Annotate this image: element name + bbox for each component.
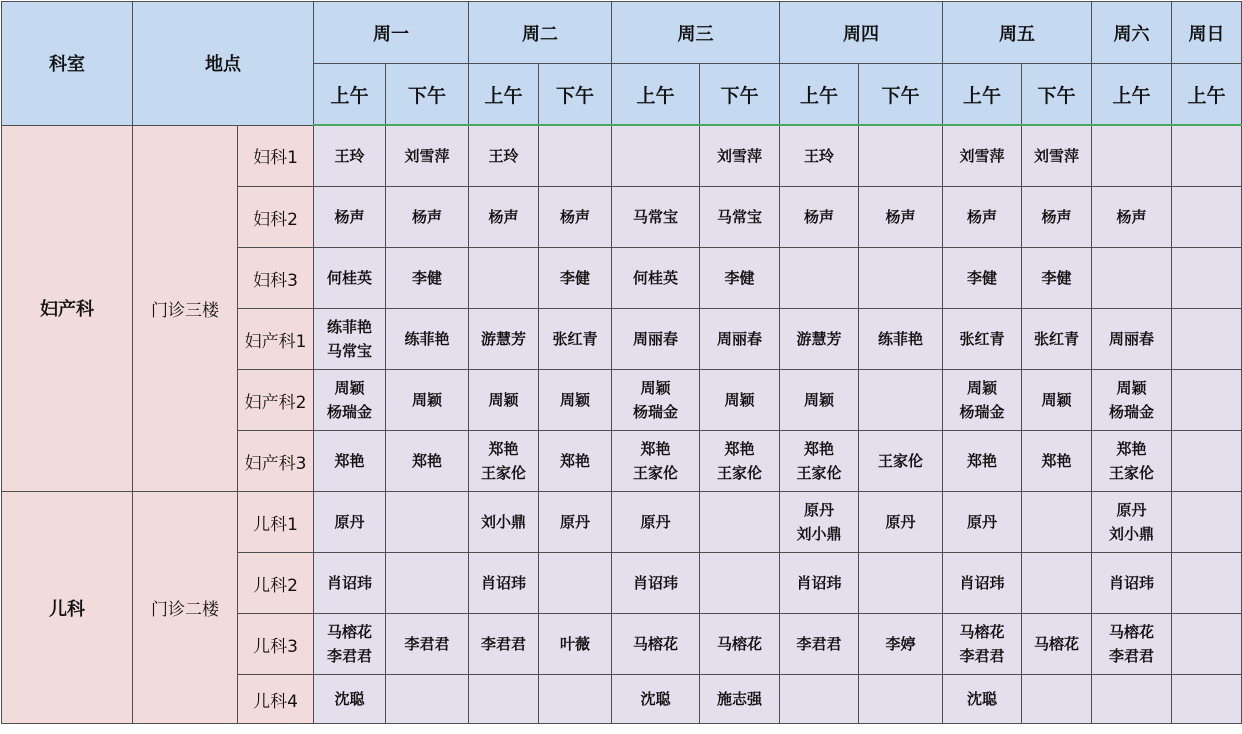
schedule-cell[interactable] bbox=[859, 187, 943, 248]
schedule-cell[interactable] bbox=[700, 370, 780, 431]
schedule-cell[interactable] bbox=[943, 187, 1022, 248]
doctor-name: 沈聪 bbox=[640, 690, 671, 708]
doctor-name: 游慧芳 bbox=[480, 330, 526, 348]
slot-header-fri-pm[interactable]: 下午 bbox=[1022, 64, 1092, 126]
slot-header-mon-pm[interactable]: 下午 bbox=[386, 64, 469, 126]
doctor-name: 原丹 bbox=[885, 513, 916, 531]
schedule-cell[interactable] bbox=[780, 553, 859, 614]
schedule-cell[interactable] bbox=[1022, 187, 1092, 248]
doctor-name: 沈聪 bbox=[966, 690, 997, 708]
doctor-name: 郑艳 bbox=[1116, 440, 1147, 458]
doctor-name: 周颖 bbox=[803, 391, 834, 409]
doctor-name: 李健 bbox=[411, 269, 442, 287]
room-cell[interactable]: 妇科1 bbox=[238, 125, 314, 187]
doctor-name: 郑艳 bbox=[488, 440, 519, 458]
schedule-cell[interactable] bbox=[859, 553, 943, 614]
schedule-cell[interactable] bbox=[612, 309, 700, 370]
doctor-name: 李健 bbox=[966, 269, 997, 287]
schedule-cell[interactable] bbox=[314, 248, 386, 309]
schedule-cell[interactable] bbox=[700, 309, 780, 370]
doctor-name: 郑艳 bbox=[559, 452, 590, 470]
room-cell[interactable]: 妇科3 bbox=[238, 248, 314, 309]
doctor-name: 周颖 bbox=[966, 379, 997, 397]
doctor-name: 郑艳 bbox=[1041, 452, 1072, 470]
room-cell[interactable]: 妇产科1 bbox=[238, 309, 314, 370]
schedule-cell[interactable] bbox=[1172, 187, 1242, 248]
doctor-name: 李君君 bbox=[959, 647, 1005, 665]
schedule-cell[interactable] bbox=[386, 370, 469, 431]
schedule-cell[interactable] bbox=[943, 431, 1022, 492]
schedule-cell[interactable] bbox=[314, 492, 386, 553]
schedule-row bbox=[2, 492, 1242, 553]
doctor-name: 练菲艳 bbox=[326, 318, 372, 336]
doctor-name: 肖诏玮 bbox=[480, 574, 526, 592]
location-cell[interactable]: 门诊三楼 bbox=[133, 125, 238, 492]
schedule-cell[interactable] bbox=[859, 125, 943, 187]
slot-header-wed-pm[interactable]: 下午 bbox=[700, 64, 780, 126]
schedule-cell[interactable] bbox=[780, 248, 859, 309]
doctor-name: 李君君 bbox=[796, 635, 842, 653]
schedule-cell[interactable] bbox=[612, 187, 700, 248]
schedule-cell[interactable] bbox=[780, 492, 859, 553]
doctor-name: 杨瑞金 bbox=[1108, 403, 1154, 421]
schedule-cell[interactable] bbox=[612, 614, 700, 675]
schedule-cell[interactable] bbox=[469, 614, 539, 675]
schedule-cell[interactable] bbox=[539, 675, 612, 724]
schedule-cell[interactable] bbox=[612, 370, 700, 431]
day-header-thu[interactable]: 周四 bbox=[780, 2, 943, 64]
doctor-name: 刘雪萍 bbox=[959, 147, 1005, 165]
schedule-cell[interactable] bbox=[1092, 309, 1172, 370]
schedule-cell[interactable] bbox=[943, 248, 1022, 309]
schedule-cell[interactable] bbox=[386, 431, 469, 492]
schedule-cell[interactable] bbox=[1022, 125, 1092, 187]
schedule-cell[interactable] bbox=[386, 187, 469, 248]
doctor-name: 张红青 bbox=[959, 330, 1005, 348]
doctor-name: 周颖 bbox=[640, 379, 671, 397]
schedule-cell[interactable] bbox=[314, 309, 386, 370]
room-cell[interactable]: 妇产科2 bbox=[238, 370, 314, 431]
schedule-cell[interactable] bbox=[1172, 309, 1242, 370]
schedule-cell[interactable] bbox=[1172, 492, 1242, 553]
schedule-cell[interactable] bbox=[386, 125, 469, 187]
schedule-cell[interactable] bbox=[539, 187, 612, 248]
doctor-name: 何桂英 bbox=[632, 269, 678, 287]
schedule-cell[interactable] bbox=[1172, 431, 1242, 492]
day-header-tue[interactable]: 周二 bbox=[469, 2, 612, 64]
doctor-name: 杨声 bbox=[559, 208, 590, 226]
doctor-name: 原丹 bbox=[803, 501, 834, 519]
schedule-cell[interactable] bbox=[1092, 187, 1172, 248]
doctor-name: 李君君 bbox=[326, 647, 372, 665]
schedule-cell[interactable] bbox=[469, 675, 539, 724]
doctor-name: 王玲 bbox=[334, 147, 365, 165]
schedule-cell[interactable] bbox=[469, 309, 539, 370]
schedule-cell[interactable] bbox=[780, 675, 859, 724]
schedule-cell[interactable] bbox=[700, 492, 780, 553]
doctor-name: 李君君 bbox=[1108, 647, 1154, 665]
schedule-cell[interactable] bbox=[539, 553, 612, 614]
doctor-name: 马榕花 bbox=[632, 635, 678, 653]
schedule-cell[interactable] bbox=[859, 492, 943, 553]
schedule-cell[interactable] bbox=[386, 492, 469, 553]
doctor-name: 马常宝 bbox=[632, 208, 678, 226]
schedule-cell[interactable] bbox=[314, 125, 386, 187]
doctor-name: 杨声 bbox=[803, 208, 834, 226]
header-row-days bbox=[2, 2, 1242, 64]
schedule-cell[interactable] bbox=[612, 492, 700, 553]
doctor-name: 周颖 bbox=[488, 391, 519, 409]
slot-header-thu-pm[interactable]: 下午 bbox=[859, 64, 943, 126]
schedule-cell[interactable] bbox=[943, 492, 1022, 553]
doctor-name: 张红青 bbox=[1033, 330, 1079, 348]
schedule-cell[interactable] bbox=[1022, 614, 1092, 675]
day-header-sat[interactable]: 周六 bbox=[1092, 2, 1172, 64]
doctor-name: 李君君 bbox=[404, 635, 450, 653]
doctor-name: 王玲 bbox=[488, 147, 519, 165]
schedule-cell[interactable] bbox=[1172, 614, 1242, 675]
schedule-cell[interactable] bbox=[1092, 614, 1172, 675]
doctor-name: 原丹 bbox=[559, 513, 590, 531]
doctor-name: 杨声 bbox=[966, 208, 997, 226]
doctor-name: 叶薇 bbox=[559, 635, 590, 653]
schedule-cell[interactable] bbox=[1092, 675, 1172, 724]
dept-column-header[interactable]: 科室 bbox=[2, 2, 133, 126]
schedule-cell[interactable] bbox=[859, 675, 943, 724]
schedule-cell[interactable] bbox=[1172, 370, 1242, 431]
room-cell[interactable]: 儿科2 bbox=[238, 553, 314, 614]
doctor-name: 郑艳 bbox=[411, 452, 442, 470]
schedule-cell[interactable] bbox=[314, 675, 386, 724]
doctor-name: 何桂英 bbox=[326, 269, 372, 287]
slot-header-sun-am[interactable]: 上午 bbox=[1172, 64, 1242, 126]
schedule-cell[interactable] bbox=[780, 187, 859, 248]
schedule-cell[interactable] bbox=[1092, 125, 1172, 187]
schedule-cell[interactable] bbox=[780, 370, 859, 431]
schedule-cell[interactable] bbox=[539, 614, 612, 675]
doctor-name: 原丹 bbox=[640, 513, 671, 531]
doctor-name: 杨声 bbox=[334, 208, 365, 226]
department-cell[interactable]: 妇产科 bbox=[2, 125, 133, 492]
schedule-cell[interactable] bbox=[539, 370, 612, 431]
schedule-cell[interactable] bbox=[386, 248, 469, 309]
doctor-name: 王家伦 bbox=[716, 464, 762, 482]
doctor-name: 沈聪 bbox=[334, 690, 365, 708]
schedule-cell[interactable] bbox=[700, 675, 780, 724]
schedule-cell[interactable] bbox=[780, 431, 859, 492]
schedule-cell[interactable] bbox=[469, 187, 539, 248]
doctor-name: 李婷 bbox=[885, 635, 916, 653]
room-cell[interactable]: 儿科1 bbox=[238, 492, 314, 553]
schedule-cell[interactable] bbox=[700, 125, 780, 187]
schedule-cell[interactable] bbox=[1092, 553, 1172, 614]
schedule-cell[interactable] bbox=[1092, 492, 1172, 553]
doctor-name: 肖诏玮 bbox=[1108, 574, 1154, 592]
schedule-cell[interactable] bbox=[612, 553, 700, 614]
doctor-name: 周颖 bbox=[724, 391, 755, 409]
schedule-cell[interactable] bbox=[1092, 248, 1172, 309]
schedule-cell[interactable] bbox=[386, 309, 469, 370]
schedule-cell[interactable] bbox=[314, 614, 386, 675]
doctor-name: 马常宝 bbox=[716, 208, 762, 226]
doctor-name: 刘雪萍 bbox=[404, 147, 450, 165]
doctor-name: 李健 bbox=[724, 269, 755, 287]
doctor-name: 马榕花 bbox=[1108, 623, 1154, 641]
doctor-name: 杨声 bbox=[411, 208, 442, 226]
slot-header-wed-am[interactable]: 上午 bbox=[612, 64, 700, 126]
location-cell[interactable]: 门诊二楼 bbox=[133, 492, 238, 724]
schedule-cell[interactable] bbox=[1022, 248, 1092, 309]
schedule-row bbox=[2, 125, 1242, 187]
room-cell[interactable]: 儿科4 bbox=[238, 675, 314, 724]
schedule-cell[interactable] bbox=[1022, 675, 1092, 724]
schedule-cell[interactable] bbox=[700, 187, 780, 248]
schedule-cell[interactable] bbox=[469, 125, 539, 187]
schedule-cell[interactable] bbox=[943, 553, 1022, 614]
schedule-cell[interactable] bbox=[314, 431, 386, 492]
doctor-name: 游慧芳 bbox=[796, 330, 842, 348]
doctor-name: 肖诏玮 bbox=[326, 574, 372, 592]
doctor-name: 王家伦 bbox=[1108, 464, 1154, 482]
schedule-cell[interactable] bbox=[314, 370, 386, 431]
schedule-cell[interactable] bbox=[859, 370, 943, 431]
doctor-name: 周颖 bbox=[411, 391, 442, 409]
schedule-cell[interactable] bbox=[700, 614, 780, 675]
doctor-name: 王家伦 bbox=[877, 452, 923, 470]
schedule-cell[interactable] bbox=[539, 309, 612, 370]
schedule-cell[interactable] bbox=[943, 309, 1022, 370]
doctor-name: 杨声 bbox=[488, 208, 519, 226]
schedule-cell[interactable] bbox=[943, 125, 1022, 187]
slot-header-tue-pm[interactable]: 下午 bbox=[539, 64, 612, 126]
doctor-name: 肖诏玮 bbox=[632, 574, 678, 592]
doctor-name: 肖诏玮 bbox=[796, 574, 842, 592]
schedule-cell[interactable] bbox=[612, 248, 700, 309]
doctor-name: 杨声 bbox=[1041, 208, 1072, 226]
doctor-name: 刘小鼎 bbox=[796, 525, 842, 543]
schedule-cell[interactable] bbox=[943, 614, 1022, 675]
doctor-name: 刘小鼎 bbox=[1108, 525, 1154, 543]
room-cell[interactable]: 儿科3 bbox=[238, 614, 314, 675]
doctor-name: 周丽春 bbox=[716, 330, 762, 348]
schedule-cell[interactable] bbox=[780, 614, 859, 675]
schedule-cell[interactable] bbox=[859, 309, 943, 370]
clinic-schedule-table bbox=[1, 1, 1242, 724]
schedule-cell[interactable] bbox=[1092, 431, 1172, 492]
doctor-name: 杨瑞金 bbox=[632, 403, 678, 421]
doctor-name: 周颖 bbox=[334, 379, 365, 397]
doctor-name: 马榕花 bbox=[1033, 635, 1079, 653]
doctor-name: 杨声 bbox=[885, 208, 916, 226]
day-header-sun[interactable]: 周日 bbox=[1172, 2, 1242, 64]
doctor-name: 王家伦 bbox=[796, 464, 842, 482]
schedule-cell[interactable] bbox=[780, 125, 859, 187]
schedule-cell[interactable] bbox=[1172, 675, 1242, 724]
schedule-cell[interactable] bbox=[859, 614, 943, 675]
schedule-cell[interactable] bbox=[700, 553, 780, 614]
schedule-cell[interactable] bbox=[314, 187, 386, 248]
schedule-cell[interactable] bbox=[612, 431, 700, 492]
doctor-name: 刘雪萍 bbox=[716, 147, 762, 165]
schedule-cell[interactable] bbox=[469, 431, 539, 492]
doctor-name: 周丽春 bbox=[1108, 330, 1154, 348]
doctor-name: 杨声 bbox=[1116, 208, 1147, 226]
schedule-cell[interactable] bbox=[539, 125, 612, 187]
doctor-name: 郑艳 bbox=[334, 452, 365, 470]
day-header-wed[interactable]: 周三 bbox=[612, 2, 780, 64]
doctor-name: 练菲艳 bbox=[877, 330, 923, 348]
room-cell[interactable]: 妇产科3 bbox=[238, 431, 314, 492]
doctor-name: 肖诏玮 bbox=[959, 574, 1005, 592]
schedule-cell[interactable] bbox=[700, 248, 780, 309]
schedule-cell[interactable] bbox=[859, 431, 943, 492]
doctor-name: 王家伦 bbox=[480, 464, 526, 482]
doctor-name: 马榕花 bbox=[326, 623, 372, 641]
doctor-name: 马常宝 bbox=[326, 342, 372, 360]
doctor-name: 周颖 bbox=[559, 391, 590, 409]
schedule-cell[interactable] bbox=[386, 553, 469, 614]
doctor-name: 原丹 bbox=[1116, 501, 1147, 519]
doctor-name: 王家伦 bbox=[632, 464, 678, 482]
slot-header-thu-am[interactable]: 上午 bbox=[780, 64, 859, 126]
doctor-name: 张红青 bbox=[552, 330, 598, 348]
doctor-name: 王玲 bbox=[803, 147, 834, 165]
schedule-cell[interactable] bbox=[539, 431, 612, 492]
doctor-name: 李健 bbox=[559, 269, 590, 287]
schedule-cell[interactable] bbox=[469, 370, 539, 431]
doctor-name: 郑艳 bbox=[966, 452, 997, 470]
schedule-cell[interactable] bbox=[386, 675, 469, 724]
doctor-name: 李君君 bbox=[480, 635, 526, 653]
schedule-cell[interactable] bbox=[780, 309, 859, 370]
doctor-name: 练菲艳 bbox=[404, 330, 450, 348]
schedule-cell[interactable] bbox=[469, 492, 539, 553]
schedule-cell[interactable] bbox=[1022, 309, 1092, 370]
schedule-cell[interactable] bbox=[612, 125, 700, 187]
schedule-cell[interactable] bbox=[1022, 370, 1092, 431]
schedule-cell[interactable] bbox=[539, 492, 612, 553]
schedule-cell[interactable] bbox=[469, 553, 539, 614]
schedule-cell[interactable] bbox=[943, 370, 1022, 431]
doctor-name: 施志强 bbox=[716, 690, 762, 708]
doctor-name: 刘雪萍 bbox=[1033, 147, 1079, 165]
slot-header-tue-am[interactable]: 上午 bbox=[469, 64, 539, 126]
doctor-name: 郑艳 bbox=[640, 440, 671, 458]
schedule-cell[interactable] bbox=[469, 248, 539, 309]
schedule-cell[interactable] bbox=[1172, 248, 1242, 309]
location-column-header[interactable]: 地点 bbox=[133, 2, 314, 126]
schedule-cell[interactable] bbox=[1172, 553, 1242, 614]
schedule-cell[interactable] bbox=[1172, 125, 1242, 187]
doctor-name: 周颖 bbox=[1116, 379, 1147, 397]
doctor-name: 马榕花 bbox=[959, 623, 1005, 641]
doctor-name: 马榕花 bbox=[716, 635, 762, 653]
doctor-name: 杨瑞金 bbox=[326, 403, 372, 421]
schedule-cell[interactable] bbox=[612, 675, 700, 724]
doctor-name: 李健 bbox=[1041, 269, 1072, 287]
schedule-cell[interactable] bbox=[1022, 553, 1092, 614]
doctor-name: 杨瑞金 bbox=[959, 403, 1005, 421]
doctor-name: 原丹 bbox=[334, 513, 365, 531]
schedule-cell[interactable] bbox=[386, 614, 469, 675]
schedule-cell[interactable] bbox=[1022, 492, 1092, 553]
schedule-cell[interactable] bbox=[314, 553, 386, 614]
doctor-name: 刘小鼎 bbox=[480, 513, 526, 531]
doctor-name: 原丹 bbox=[966, 513, 997, 531]
slot-header-mon-am[interactable]: 上午 bbox=[314, 64, 386, 126]
doctor-name: 周颖 bbox=[1041, 391, 1072, 409]
schedule-cell[interactable] bbox=[539, 248, 612, 309]
doctor-name: 郑艳 bbox=[724, 440, 755, 458]
slot-header-sat-am[interactable]: 上午 bbox=[1092, 64, 1172, 126]
schedule-cell[interactable] bbox=[700, 431, 780, 492]
schedule-cell[interactable] bbox=[1092, 370, 1172, 431]
doctor-name: 郑艳 bbox=[803, 440, 834, 458]
schedule-body bbox=[2, 125, 1242, 724]
doctor-name: 周丽春 bbox=[632, 330, 678, 348]
room-cell[interactable]: 妇科2 bbox=[238, 187, 314, 248]
slot-header-fri-am[interactable]: 上午 bbox=[943, 64, 1022, 126]
schedule-cell[interactable] bbox=[1022, 431, 1092, 492]
department-cell[interactable]: 儿科 bbox=[2, 492, 133, 724]
schedule-cell[interactable] bbox=[859, 248, 943, 309]
day-header-mon[interactable]: 周一 bbox=[314, 2, 469, 64]
day-header-fri[interactable]: 周五 bbox=[943, 2, 1092, 64]
schedule-cell[interactable] bbox=[943, 675, 1022, 724]
